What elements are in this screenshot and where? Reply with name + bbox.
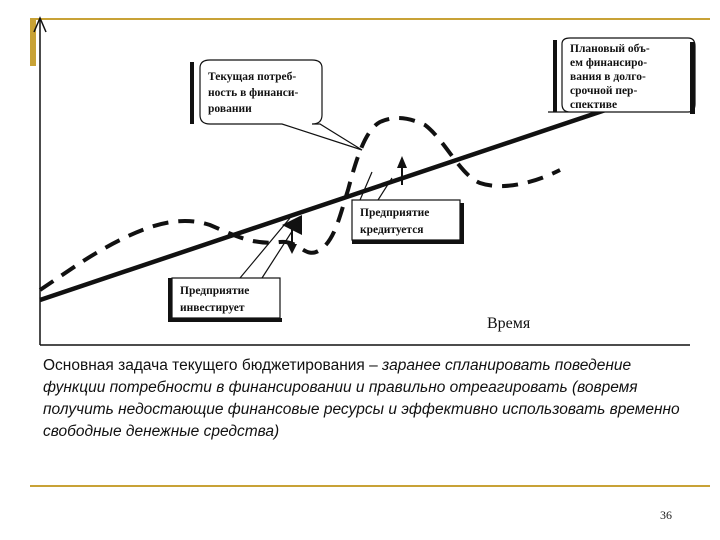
bottom-rule <box>30 485 710 487</box>
page-number: 36 <box>660 508 672 522</box>
callout-invests-line-2: инвестирует <box>180 302 245 314</box>
callout-planned-volume-line-2: ем финансиро- <box>570 57 648 69</box>
caption-lead: Основная задача текущего бюджетирования – <box>43 357 378 374</box>
callout-credited-line-1: Предприятие <box>360 207 430 219</box>
callout-current-need-line-2: ность в финанси- <box>208 87 299 99</box>
callout-credited <box>352 168 464 244</box>
callout-current-need-line-1: Текущая потреб- <box>208 71 297 83</box>
planned-financing-line <box>40 95 650 300</box>
callout-planned-volume-line-4: срочной пер- <box>570 85 638 97</box>
slide-caption <box>43 355 683 443</box>
callout-current-need <box>190 60 362 150</box>
invest-gap-arrow-tip-icon <box>287 244 297 254</box>
callout-planned-volume-line-1: Плановый объ- <box>570 43 650 55</box>
callout-invests-line-1: Предприятие <box>180 285 250 297</box>
x-axis-label: Время <box>487 315 531 332</box>
current-need-curve <box>40 118 560 290</box>
callout-credited-line-2: кредитуется <box>360 224 424 236</box>
callout-planned-volume-line-5: спективе <box>570 99 618 111</box>
callout-planned-volume-line-3: вания в долго- <box>570 71 646 83</box>
callout-current-need-line-3: ровании <box>208 103 252 115</box>
callout-planned-volume <box>548 38 695 114</box>
credit-gap-arrow-tip-icon <box>397 156 407 168</box>
caption-body: заранее спланировать поведение функции потребности в финансировании и правильно отреагировать (вовремя получить недостающие финансовые ресурсы и эффективно использовать временно свободные денежные средства) <box>43 357 680 440</box>
